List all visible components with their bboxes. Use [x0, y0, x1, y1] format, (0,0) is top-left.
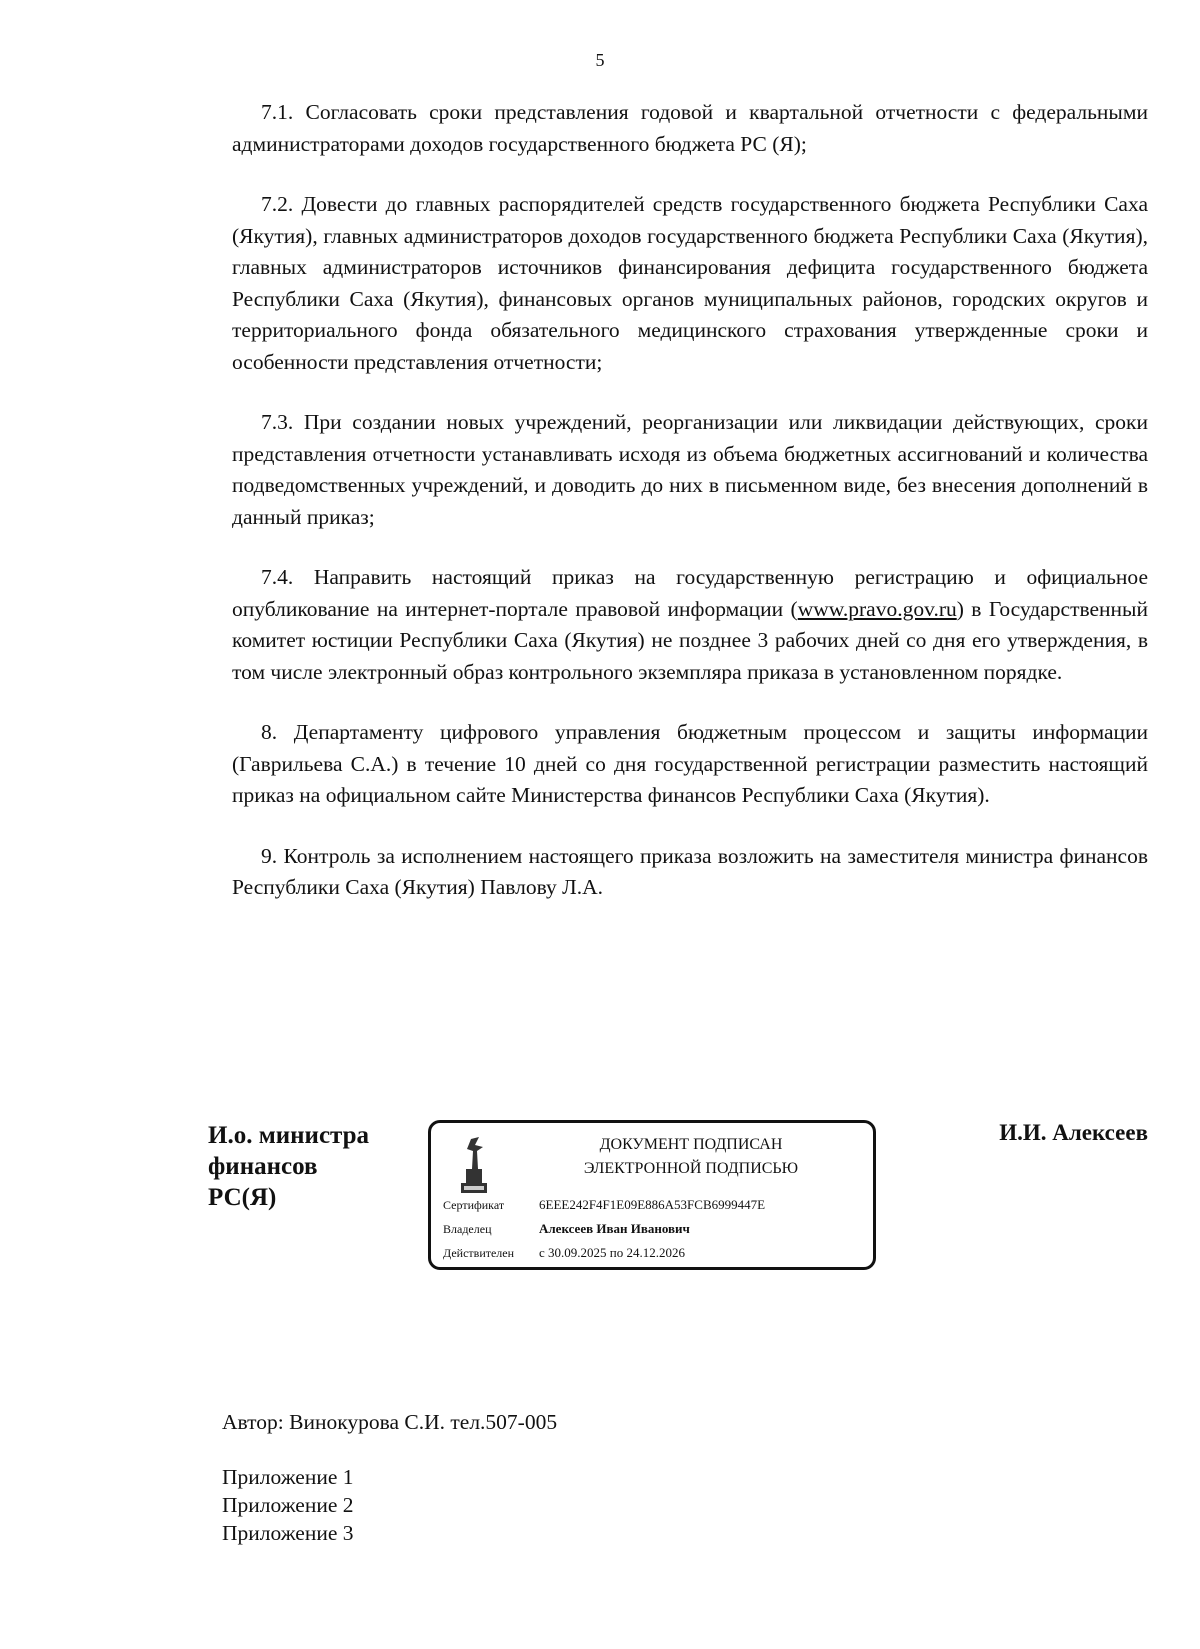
owner-value: Алексеев Иван Иванович: [539, 1221, 690, 1236]
signatory-title-line: РС(Я): [208, 1184, 277, 1211]
appendix-item: Приложение 2: [222, 1493, 354, 1517]
page-number: 5: [595, 50, 605, 70]
signatory-title-line: финансов: [208, 1153, 318, 1180]
paragraph-7-2: 7.2. Довести до главных распорядителей средств государственного бюджета Республики Саха (Якутия), главных администраторов доходов государственного бюджета Республики Саха (Якутия), главных администраторов источников финансирования дефицита государственного бюджета Республики Саха (Якутия), финансовых органов муниципальных районов, городских округов и территориального фонда обязательного медицинского страхования утвержденные сроки и особенности представления отчетности;: [232, 192, 1148, 374]
certificate-label: Сертификат: [443, 1198, 505, 1212]
stamp-header: [531, 1133, 851, 1181]
certificate-value: 6EEE242F4F1E09E886A53FCB6999447E: [539, 1197, 766, 1212]
appendix-list: [222, 1463, 557, 1547]
signatory-name: И.И. Алексеев: [999, 1120, 1148, 1145]
paragraph-7-3: 7.3. При создании новых учреждений, реорганизации или ликвидации действующих, сроки представления отчетности устанавливать исходя из объема бюджетных ассигнований и количества подведомственных учреждений, и доводить до них в письменном виде, без внесения дополнений в данный приказ;: [232, 410, 1148, 529]
paragraph-9: 9. Контроль за исполнением настоящего приказа возложить на заместителя министра финансов Республики Саха (Якутия) Павлову Л.А.: [232, 843, 1148, 899]
paragraph-7-4: [232, 562, 1148, 688]
paragraph-8: 8. Департаменту цифрового управления бюджетным процессом и защиты информации (Гаврильева С.А.) в течение 10 дней со дня государственной регистрации разместить настоящий приказ на официальном сайте Министерства финансов Республики Саха (Якутия).: [232, 720, 1148, 807]
document-footer: [222, 1410, 557, 1547]
appendix-item: Приложение 3: [222, 1521, 354, 1545]
stamp-header-line: ЭЛЕКТРОННОЙ ПОДПИСЬЮ: [583, 1160, 799, 1177]
stamp-owner-row: [443, 1221, 690, 1237]
validity-value: с 30.09.2025 по 24.12.2026: [539, 1245, 685, 1260]
validity-label: Действителен: [443, 1246, 515, 1260]
pravo-portal-link[interactable]: www.pravo.gov.ru: [797, 596, 957, 621]
stamp-header-line: ДОКУМЕНТ ПОДПИСАН: [599, 1136, 783, 1153]
paragraph-7-1: 7.1. Согласовать сроки представления годовой и квартальной отчетности с федеральными администраторами доходов государственного бюджета РС (Я);: [232, 100, 1148, 156]
electronic-signature-stamp: [428, 1120, 876, 1270]
owner-label: Владелец: [443, 1222, 492, 1236]
signatory-title: [208, 1120, 369, 1213]
stamp-certificate-row: [443, 1197, 765, 1213]
paragraph-7-4-text-after: ) в Государственный комитет юстиции Республики Саха (Якутия) не позднее 3 рабочих дней со дня его утверждения, в том числе электронный образ контрольного экземпляра приказа в установленном порядке.: [232, 596, 1148, 684]
paragraph-7-4-text-before: 7.4. Направить настоящий приказ на государственную регистрацию и официальное опубликование на интернет-портале правовой информации (: [232, 565, 1148, 621]
author-line: Автор: Винокурова С.И. тел.507-005: [222, 1410, 558, 1434]
signatory-title-line: И.о. министра: [208, 1122, 370, 1149]
stamp-validity-row: [443, 1245, 685, 1261]
monument-emblem-icon: [457, 1135, 491, 1197]
document-body: [232, 97, 1148, 933]
appendix-item: Приложение 1: [222, 1465, 354, 1489]
